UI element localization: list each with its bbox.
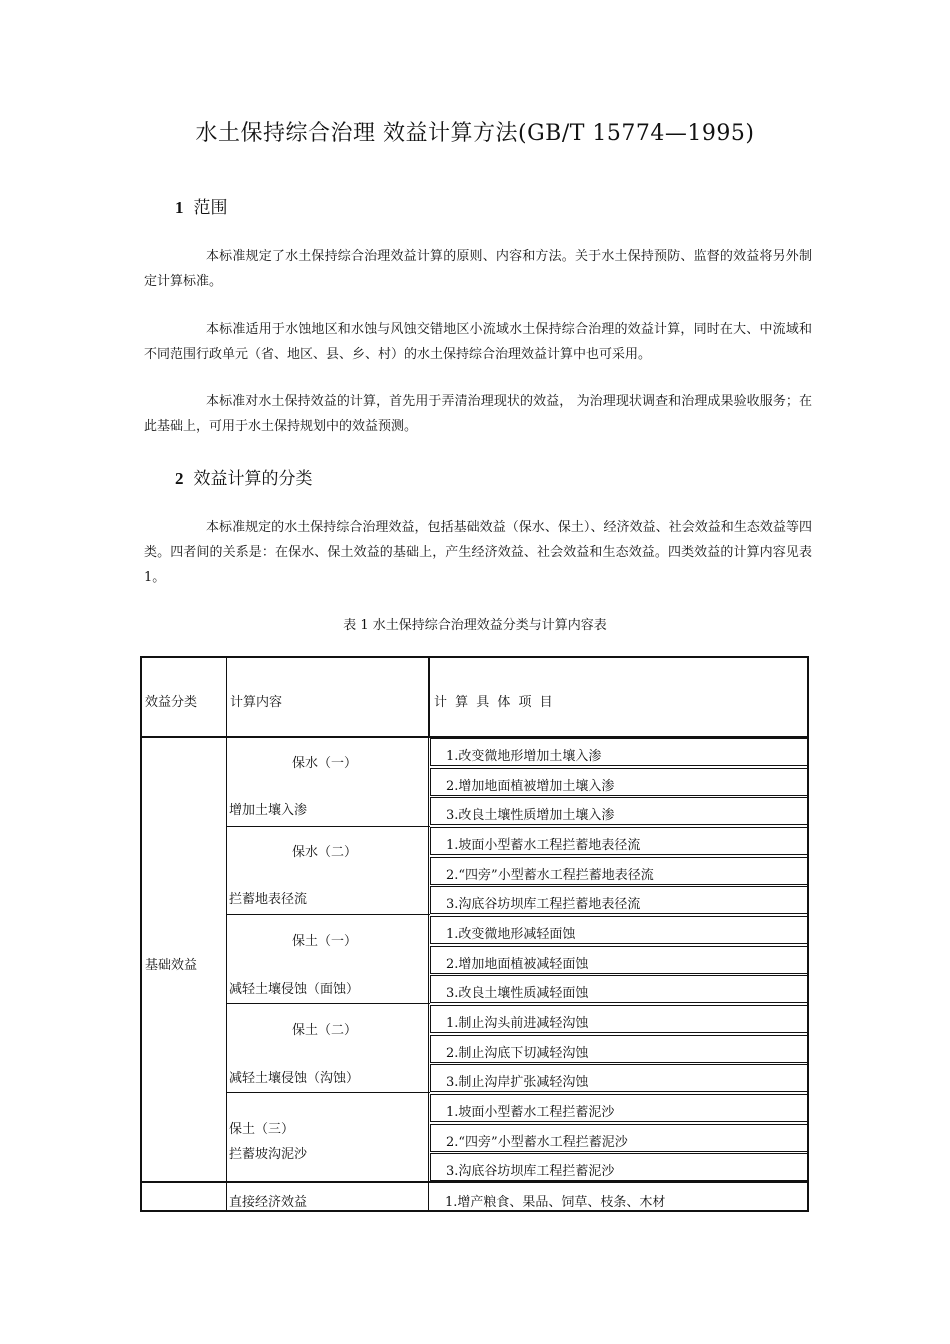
item-text: 3.改良土壤性质增加土壤入渗 bbox=[446, 808, 615, 823]
table-header: 计算内容 bbox=[230, 695, 283, 710]
table-divider bbox=[140, 1181, 809, 1183]
paragraph: 本标准规定了水土保持综合治理效益计算的原则、内容和方法。关于水土保持预防、监督的效益将另外制定计算标准。 bbox=[144, 249, 812, 289]
table-item bbox=[430, 768, 809, 796]
item-text: 2.“四旁”小型蓄水工程拦蓄地表径流 bbox=[446, 868, 654, 883]
paragraph: 本标准适用于水蚀地区和水蚀与风蚀交错地区小流域水土保持综合治理的效益计算，同时在大、中流域和不同范围行政单元（省、地区、县、乡、村）的水土保持综合治理效益计算中也可采用。 bbox=[144, 322, 812, 362]
table-item bbox=[430, 1153, 809, 1181]
item-text: 1.制止沟头前进减轻沟蚀 bbox=[446, 1016, 589, 1031]
table-item bbox=[430, 886, 809, 914]
table-divider bbox=[428, 737, 429, 1212]
table-divider bbox=[226, 1003, 430, 1004]
item-text: 1.增产粮食、果品、饲草、枝条、木材 bbox=[445, 1195, 666, 1210]
item-text: 2.增加地面植被减轻面蚀 bbox=[446, 957, 589, 972]
table-item bbox=[430, 827, 809, 855]
item-text: 2.“四旁”小型蓄水工程拦蓄泥沙 bbox=[446, 1135, 628, 1150]
group-title: 保水（一） bbox=[292, 756, 358, 771]
item-text: 3.沟底谷坊坝库工程拦蓄泥沙 bbox=[446, 1164, 615, 1179]
section-2-heading bbox=[175, 464, 313, 489]
item-text: 1.改变微地形减轻面蚀 bbox=[446, 927, 576, 942]
table-item bbox=[430, 1094, 809, 1122]
paragraph: 本标准规定的水土保持综合治理效益，包括基础效益（保水、保土）、经济效益、社会效益和生态效益等四类。四者间的关系是：在保水、保土效益的基础上，产生经济效益、社会效益和生态效益。四类效益的计算内容见表 1。 bbox=[144, 520, 812, 585]
table-header: 计 算 具 体 项 目 bbox=[434, 695, 555, 710]
group-title: 保土（一） bbox=[292, 934, 358, 949]
group-content: 直接经济效益 bbox=[229, 1195, 308, 1210]
paragraph: 本标准对水土保持效益的计算，首先用于弄清治理现状的效益， 为治理现状调查和治理成果验收服务；在此基础上，可用于水土保持规划中的效益预测。 bbox=[144, 394, 812, 434]
item-text: 3.沟底谷坊坝库工程拦蓄地表径流 bbox=[446, 897, 641, 912]
table-item bbox=[430, 738, 809, 766]
table-caption: 表 1 水土保持综合治理效益分类与计算内容表 bbox=[343, 618, 607, 633]
table-item bbox=[430, 797, 809, 825]
item-text: 1.坡面小型蓄水工程拦蓄泥沙 bbox=[446, 1105, 615, 1120]
group-content: 拦蓄地表径流 bbox=[229, 892, 308, 907]
section-number: 2 bbox=[175, 469, 184, 488]
table-divider bbox=[226, 914, 430, 915]
section-1-heading bbox=[175, 193, 228, 218]
group-title: 保土（二） bbox=[292, 1023, 358, 1038]
item-text: 3.制止沟岸扩张减轻沟蚀 bbox=[446, 1075, 589, 1090]
table-item bbox=[430, 916, 809, 944]
group-content: 减轻土壤侵蚀（沟蚀） bbox=[229, 1071, 360, 1086]
table-header: 效益分类 bbox=[145, 695, 198, 710]
group-content: 拦蓄坡沟泥沙 bbox=[229, 1147, 308, 1162]
item-text: 2.增加地面植被增加土壤入渗 bbox=[446, 779, 615, 794]
table-item bbox=[430, 1124, 809, 1152]
table-divider bbox=[226, 656, 227, 1212]
item-text: 2.制止沟底下切减轻沟蚀 bbox=[446, 1046, 589, 1061]
table-item bbox=[430, 1005, 809, 1033]
table-item bbox=[430, 946, 809, 974]
document-title: 水土保持综合治理 效益计算方法(GB/T 15774—1995) bbox=[195, 121, 755, 146]
item-text: 1.改变微地形增加土壤入渗 bbox=[446, 749, 602, 764]
group-title: 保水（二） bbox=[292, 845, 358, 860]
item-text: 1.坡面小型蓄水工程拦蓄地表径流 bbox=[446, 838, 641, 853]
table-item bbox=[430, 857, 809, 885]
category-cell: 基础效益 bbox=[145, 958, 198, 973]
group-content: 增加土壤入渗 bbox=[229, 803, 308, 818]
section-number: 1 bbox=[175, 198, 184, 217]
table-item bbox=[430, 1035, 809, 1063]
table-divider bbox=[226, 826, 430, 827]
table-divider bbox=[428, 656, 430, 737]
section-heading-text: 效益计算的分类 bbox=[193, 469, 313, 489]
table-item bbox=[430, 975, 809, 1003]
table-divider bbox=[226, 1092, 430, 1093]
group-title: 保土（三） bbox=[229, 1122, 295, 1137]
item-text: 3.改良土壤性质减轻面蚀 bbox=[446, 986, 589, 1001]
group-content: 减轻土壤侵蚀（面蚀） bbox=[229, 982, 360, 997]
table-item bbox=[430, 1064, 809, 1092]
section-heading-text: 范围 bbox=[193, 198, 228, 218]
